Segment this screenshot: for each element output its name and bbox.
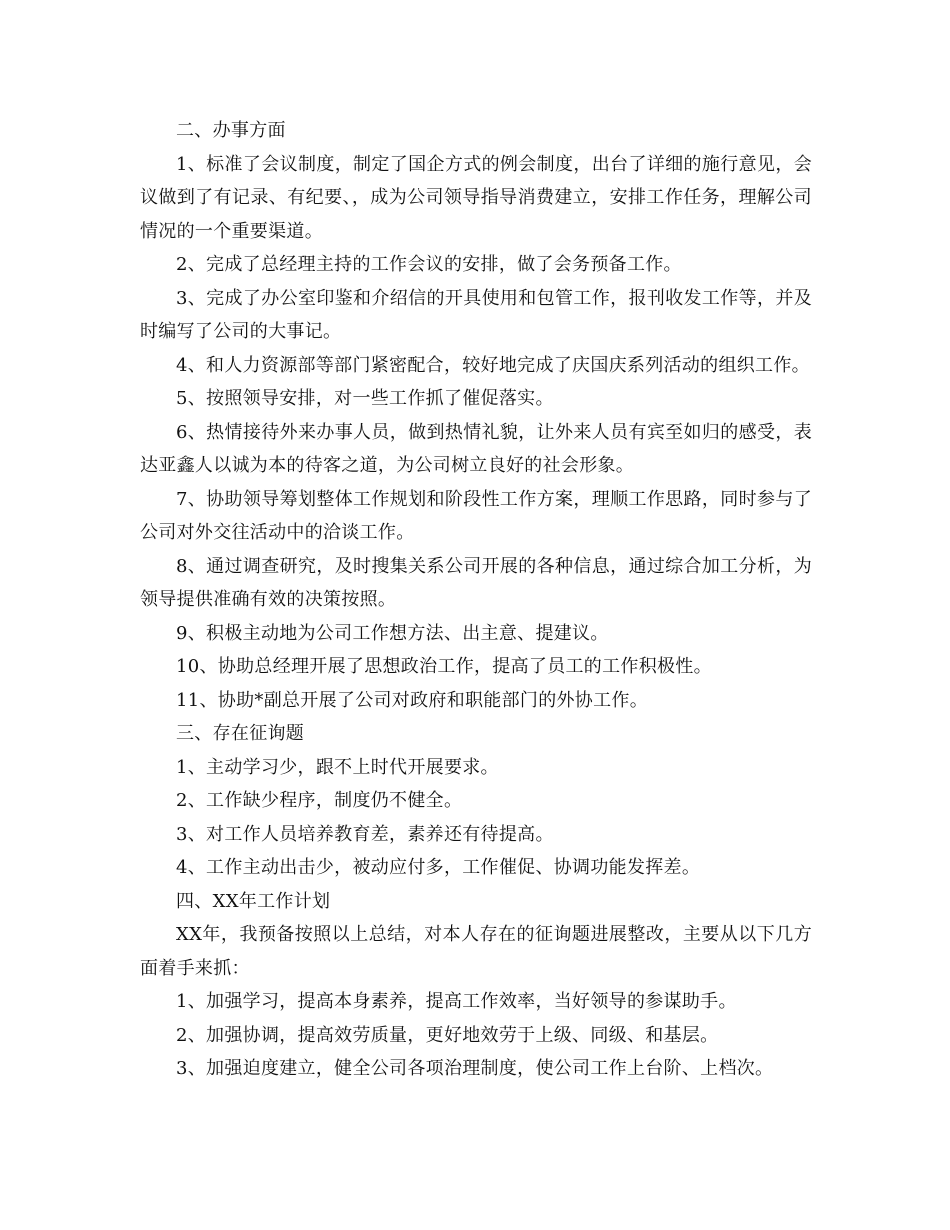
plan-item-2: 2、加强协调，提高效劳质量，更好地效劳于上级、同级、和基层。	[176, 1024, 719, 1046]
document-page	[140, 114, 812, 1086]
paragraph-item-5: 5、按照领导安排，对一些工作抓了催促落实。	[176, 388, 554, 409]
paragraph-item-10: 10、协助总经理开展了思想政治工作，提高了员工的工作积极性。	[176, 656, 712, 677]
problem-item-1: 1、主动学习少，跟不上时代开展要求。	[176, 756, 499, 778]
paragraph-item-9: 9、积极主动地为公司工作想方法、出主意、提建议。	[176, 622, 609, 644]
problem-item-2: 2、工作缺少程序，制度仍不健全。	[176, 790, 463, 811]
paragraph-item-1: 1、标准了会议制度，制定了国企方式的例会制度，出台了详细的施行意见，会议做到了有记录、有纪要、，成为公司领导指导消费建立，安排工作任务，理解公司情况的一个重要渠道。	[140, 153, 812, 242]
plan-intro: XX年，我预备按照以上总结，对本人存在的征询题进展整改，主要从以下几方面着手来抓：	[140, 924, 812, 979]
plan-item-3: 3、加强迫度建立，健全公司各项治理制度，使公司工作上台阶、上档次。	[176, 1058, 774, 1079]
paragraph-item-2: 2、完成了总经理主持的工作会议的安排，做了会务预备工作。	[176, 254, 682, 275]
plan-item-1: 1、加强学习，提高本身素养，提高工作效率，当好领导的参谋助手。	[176, 991, 737, 1012]
paragraph-item-3: 3、完成了办公室印鉴和介绍信的开具使用和包管工作，报刊收发工作等，并及时编写了公司的大事记。	[140, 287, 812, 342]
paragraph-item-4: 4、和人力资源部等部门紧密配合，较好地完成了庆国庆系列活动的组织工作。	[176, 354, 810, 376]
section-heading-plan: 四、XX年工作计划	[176, 890, 331, 912]
paragraph-item-7: 7、协助领导筹划整体工作规划和阶段性工作方案，理顺工作思路，同时参与了公司对外交往活动中的洽谈工作。	[140, 488, 812, 543]
paragraph-item-8: 8、通过调查研究，及时搜集关系公司开展的各种信息，通过综合加工分析，为领导提供准确有效的决策按照。	[140, 555, 812, 610]
problem-item-3: 3、对工作人员培养教育差，素养还有待提高。	[176, 823, 554, 845]
section-heading-problems: 三、存在征询题	[176, 723, 305, 744]
problem-item-4: 4、工作主动出击少，被动应付多，工作催促、协调功能发挥差。	[176, 857, 701, 878]
paragraph-item-11: 11、协助*副总开展了公司对政府和职能部门的外协工作。	[176, 689, 649, 711]
paragraph-item-6: 6、热情接待外来办事人员，做到热情礼貌，让外来人员有宾至如归的感受，表达亚鑫人以诚为本的待客之道，为公司树立良好的社会形象。	[140, 421, 812, 476]
section-heading-affairs: 二、办事方面	[176, 120, 286, 141]
